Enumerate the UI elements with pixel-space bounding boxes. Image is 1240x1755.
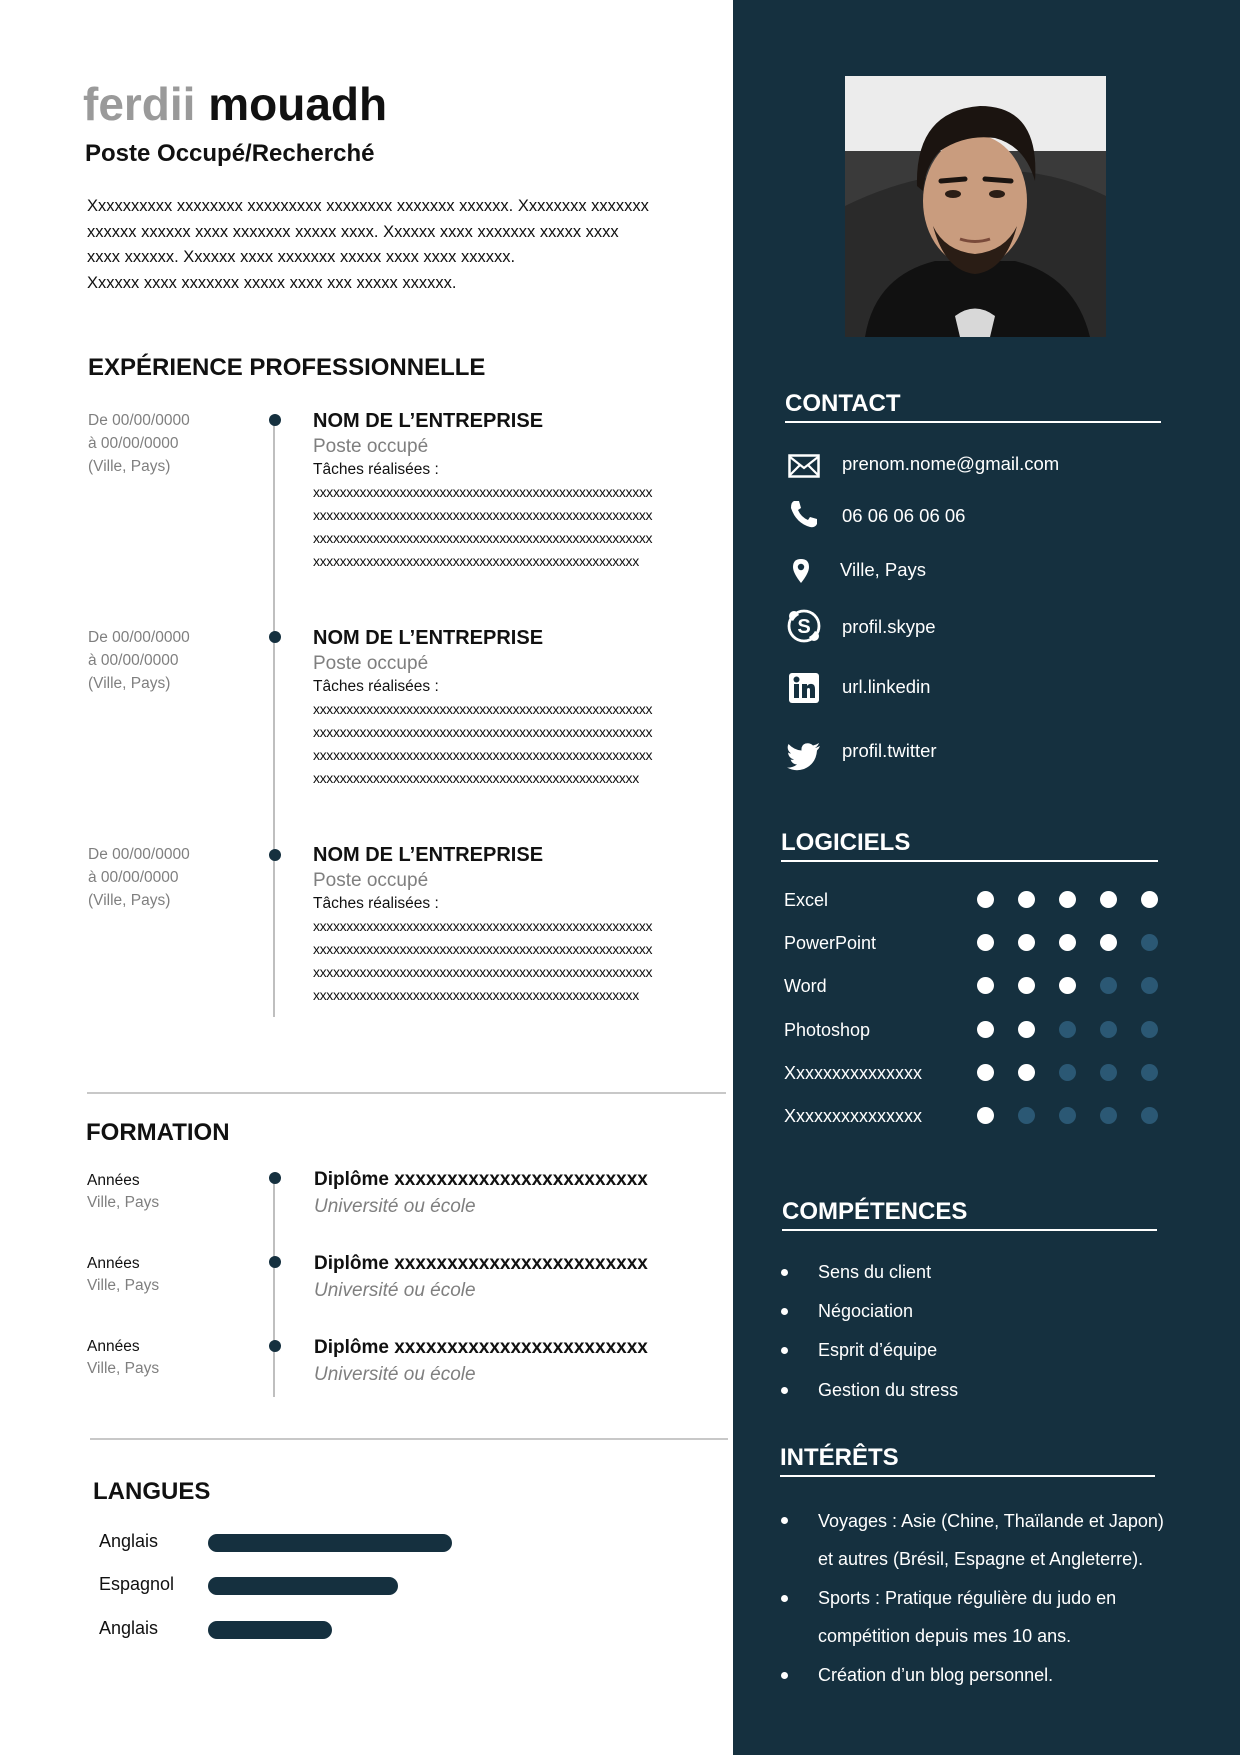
experience-location: (Ville, Pays)	[88, 892, 171, 909]
interets-section-title: INTÉRÊTS	[780, 1444, 899, 1471]
skill-level-dot	[1100, 1021, 1117, 1038]
section-divider	[90, 1438, 728, 1440]
position-title: Poste occupé	[313, 653, 429, 674]
school-name: Université ou école	[314, 1280, 476, 1301]
degree-name: Diplôme xxxxxxxxxxxxxxxxxxxxxxxx	[314, 1253, 648, 1274]
langues-section-title: LANGUES	[93, 1478, 211, 1505]
software-name: Xxxxxxxxxxxxxxx	[784, 1106, 923, 1126]
task-line: xxxxxxxxxxxxxxxxxxxxxxxxxxxxxxxxxxxxxxxxxxxxxxxxxxx	[313, 941, 653, 957]
full-name	[83, 76, 387, 132]
intro-line: Xxxxxxxxxx xxxxxxxx xxxxxxxxx xxxxxxxx xxxxxxx xxxxxx. Xxxxxxxx xxxxxxx	[87, 197, 649, 215]
interest-item: Voyages : Asie (Chine, Thaïlande et Japon) et autres (Brésil, Espagne et Angleterre).	[818, 1511, 1164, 1569]
interest-item: Création d’un blog personnel.	[818, 1665, 1054, 1685]
language-name: Espagnol	[99, 1574, 175, 1594]
timeline-dot	[269, 631, 281, 643]
experience-dates	[88, 843, 258, 912]
task-line: xxxxxxxxxxxxxxxxxxxxxxxxxxxxxxxxxxxxxxxxxxxxxxxxxxx	[313, 530, 653, 546]
degree-name: Diplôme xxxxxxxxxxxxxxxxxxxxxxxx	[314, 1169, 648, 1190]
formation-section-title: FORMATION	[86, 1119, 230, 1146]
skill-level-dot	[1100, 891, 1117, 908]
profile-photo	[845, 76, 1106, 337]
envelope-icon	[784, 446, 824, 486]
software-name: Excel	[784, 890, 829, 910]
contact-location: Ville, Pays	[840, 559, 927, 580]
formation-location: Ville, Pays	[87, 1194, 160, 1211]
experience-section-title: EXPÉRIENCE PROFESSIONNELLE	[88, 354, 486, 381]
contact-skype[interactable]: profil.skype	[842, 616, 936, 637]
experience-dates	[88, 409, 258, 478]
formation-item	[314, 1335, 714, 1388]
logiciels-section-title: LOGICIELS	[781, 829, 911, 856]
task-line: xxxxxxxxxxxxxxxxxxxxxxxxxxxxxxxxxxxxxxxxxxxxxxxxxxx	[313, 747, 653, 763]
bullet	[781, 1308, 788, 1315]
skill-level-dot	[1100, 977, 1117, 994]
contact-section-title: CONTACT	[785, 390, 901, 417]
contact-linkedin[interactable]: url.linkedin	[842, 676, 931, 697]
company-name: NOM DE L’ENTREPRISE	[313, 410, 544, 432]
competence-item: Négociation	[818, 1301, 914, 1321]
formation-item	[314, 1167, 714, 1220]
language-name: Anglais	[99, 1531, 159, 1551]
date-to: à 00/00/0000	[88, 435, 179, 452]
bullet	[781, 1595, 788, 1602]
position-title: Poste occupé	[313, 870, 429, 891]
intro-paragraph	[87, 194, 707, 296]
bullet	[781, 1517, 788, 1524]
date-from: De 00/00/0000	[88, 412, 190, 429]
experience-timeline	[273, 420, 275, 1017]
competence-item: Esprit d’équipe	[818, 1340, 938, 1360]
competences-title-rule	[782, 1229, 1157, 1231]
skill-level-dot	[1018, 977, 1035, 994]
skill-level-dot	[1018, 1021, 1035, 1038]
experience-location: (Ville, Pays)	[88, 675, 171, 692]
skill-level-dot	[1059, 977, 1076, 994]
task-line: xxxxxxxxxxxxxxxxxxxxxxxxxxxxxxxxxxxxxxxxxxxxxxxxx	[313, 987, 639, 1003]
job-title: Poste Occupé/Recherché	[85, 140, 375, 167]
contact-twitter[interactable]: profil.twitter	[842, 740, 937, 761]
formation-dates	[87, 1170, 257, 1214]
software-name: PowerPoint	[784, 933, 877, 953]
date-to: à 00/00/0000	[88, 869, 179, 886]
linkedin-icon	[784, 668, 824, 708]
skill-level-dot	[1141, 1107, 1158, 1124]
formation-timeline	[273, 1180, 275, 1397]
tasks-label: Tâches réalisées :	[313, 678, 439, 695]
skill-level-dot	[1141, 891, 1158, 908]
task-line: xxxxxxxxxxxxxxxxxxxxxxxxxxxxxxxxxxxxxxxxxxxxxxxxxxx	[313, 918, 653, 934]
bullet	[781, 1269, 788, 1276]
formation-dates	[87, 1253, 257, 1297]
task-line: xxxxxxxxxxxxxxxxxxxxxxxxxxxxxxxxxxxxxxxxxxxxxxxxxxx	[313, 724, 653, 740]
tasks-label: Tâches réalisées :	[313, 895, 439, 912]
skill-level-dot	[1100, 934, 1117, 951]
skill-level-dot	[1059, 934, 1076, 951]
skill-level-dot	[1059, 1107, 1076, 1124]
location-pin-icon	[781, 551, 821, 591]
twitter-icon	[784, 737, 824, 777]
software-name: Xxxxxxxxxxxxxxx	[784, 1063, 923, 1083]
experience-item	[313, 842, 713, 1007]
svg-text:S: S	[797, 616, 811, 638]
language-name: Anglais	[99, 1618, 159, 1638]
experience-dates	[88, 626, 258, 695]
language-level-bar	[208, 1534, 452, 1552]
timeline-dot	[269, 1340, 281, 1352]
position-title: Poste occupé	[313, 436, 429, 457]
formation-item	[314, 1251, 714, 1304]
skill-level-dot	[1100, 1064, 1117, 1081]
experience-location: (Ville, Pays)	[88, 458, 171, 475]
timeline-dot	[269, 849, 281, 861]
skill-level-dot	[1018, 1064, 1035, 1081]
skill-level-dot	[1059, 1064, 1076, 1081]
timeline-dot	[269, 1172, 281, 1184]
skill-level-dot	[977, 977, 994, 994]
skill-level-dot	[1059, 891, 1076, 908]
skill-level-dot	[1018, 934, 1035, 951]
company-name: NOM DE L’ENTREPRISE	[313, 627, 544, 649]
first-name: ferdii	[83, 78, 196, 130]
skill-level-dot	[1141, 1064, 1158, 1081]
bullet	[781, 1387, 788, 1394]
experience-item	[313, 408, 713, 573]
skill-level-dot	[977, 1107, 994, 1124]
task-line: xxxxxxxxxxxxxxxxxxxxxxxxxxxxxxxxxxxxxxxxxxxxxxxxx	[313, 770, 639, 786]
intro-line: xxxx xxxxxx. Xxxxxx xxxx xxxxxxx xxxxx xxxx xxxx xxxxxx.	[87, 248, 516, 266]
competence-item: Gestion du stress	[818, 1380, 959, 1400]
language-level-bar	[208, 1621, 332, 1639]
bullet	[781, 1347, 788, 1354]
skill-level-dot	[1141, 934, 1158, 951]
skill-level-dot	[1059, 1021, 1076, 1038]
date-to: à 00/00/0000	[88, 652, 179, 669]
interets-title-rule	[780, 1475, 1155, 1477]
task-line: xxxxxxxxxxxxxxxxxxxxxxxxxxxxxxxxxxxxxxxxxxxxxxxxxxx	[313, 964, 653, 980]
phone-icon	[784, 494, 824, 534]
task-line: xxxxxxxxxxxxxxxxxxxxxxxxxxxxxxxxxxxxxxxxxxxxxxxxxxx	[313, 701, 653, 717]
task-line: xxxxxxxxxxxxxxxxxxxxxxxxxxxxxxxxxxxxxxxxxxxxxxxxx	[313, 553, 639, 569]
competence-item: Sens du client	[818, 1262, 932, 1282]
intro-line: Xxxxxx xxxx xxxxxxx xxxxx xxxx xxx xxxxx xxxxxx.	[87, 273, 457, 292]
skill-level-dot	[1141, 977, 1158, 994]
skill-level-dot	[1018, 1107, 1035, 1124]
task-line: xxxxxxxxxxxxxxxxxxxxxxxxxxxxxxxxxxxxxxxxxxxxxxxxxxx	[313, 484, 653, 500]
company-name: NOM DE L’ENTREPRISE	[313, 844, 544, 866]
last-name: mouadh	[208, 78, 388, 130]
section-divider	[87, 1092, 726, 1094]
intro-line: xxxxxx xxxxxx xxxx xxxxxxx xxxxx xxxx. Xxxxxx xxxx xxxxxxx xxxxx xxxx	[87, 222, 619, 241]
timeline-dot	[269, 1256, 281, 1268]
competences-section-title: COMPÉTENCES	[782, 1198, 968, 1225]
formation-dates	[87, 1336, 257, 1380]
formation-years: Années	[87, 1338, 140, 1355]
formation-location: Ville, Pays	[87, 1360, 160, 1377]
formation-years: Années	[87, 1255, 140, 1272]
software-name: Word	[784, 976, 827, 996]
task-line: xxxxxxxxxxxxxxxxxxxxxxxxxxxxxxxxxxxxxxxxxxxxxxxxxxx	[313, 507, 653, 523]
skill-level-dot	[1018, 891, 1035, 908]
skill-level-dot	[977, 1064, 994, 1081]
skype-icon	[784, 606, 824, 646]
timeline-dot	[269, 414, 281, 426]
formation-location: Ville, Pays	[87, 1277, 160, 1294]
date-from: De 00/00/0000	[88, 846, 190, 863]
experience-item	[313, 625, 713, 790]
skill-level-dot	[977, 934, 994, 951]
contact-phone[interactable]: 06 06 06 06 06	[842, 505, 966, 526]
logiciels-title-rule	[781, 860, 1158, 862]
software-name: Photoshop	[784, 1020, 871, 1040]
school-name: Université ou école	[314, 1364, 476, 1385]
language-level-bar	[208, 1577, 398, 1595]
interest-item: Sports : Pratique régulière du judo en compétition depuis mes 10 ans.	[818, 1588, 1117, 1646]
skill-level-dot	[1100, 1107, 1117, 1124]
degree-name: Diplôme xxxxxxxxxxxxxxxxxxxxxxxx	[314, 1337, 648, 1358]
skill-level-dot	[977, 891, 994, 908]
school-name: Université ou école	[314, 1196, 476, 1217]
formation-years: Années	[87, 1172, 140, 1189]
contact-title-rule	[785, 421, 1161, 423]
bullet	[781, 1672, 788, 1679]
skill-level-dot	[1141, 1021, 1158, 1038]
contact-email[interactable]: prenom.nome@gmail.com	[842, 453, 1060, 474]
skill-level-dot	[977, 1021, 994, 1038]
tasks-label: Tâches réalisées :	[313, 461, 439, 478]
date-from: De 00/00/0000	[88, 629, 190, 646]
